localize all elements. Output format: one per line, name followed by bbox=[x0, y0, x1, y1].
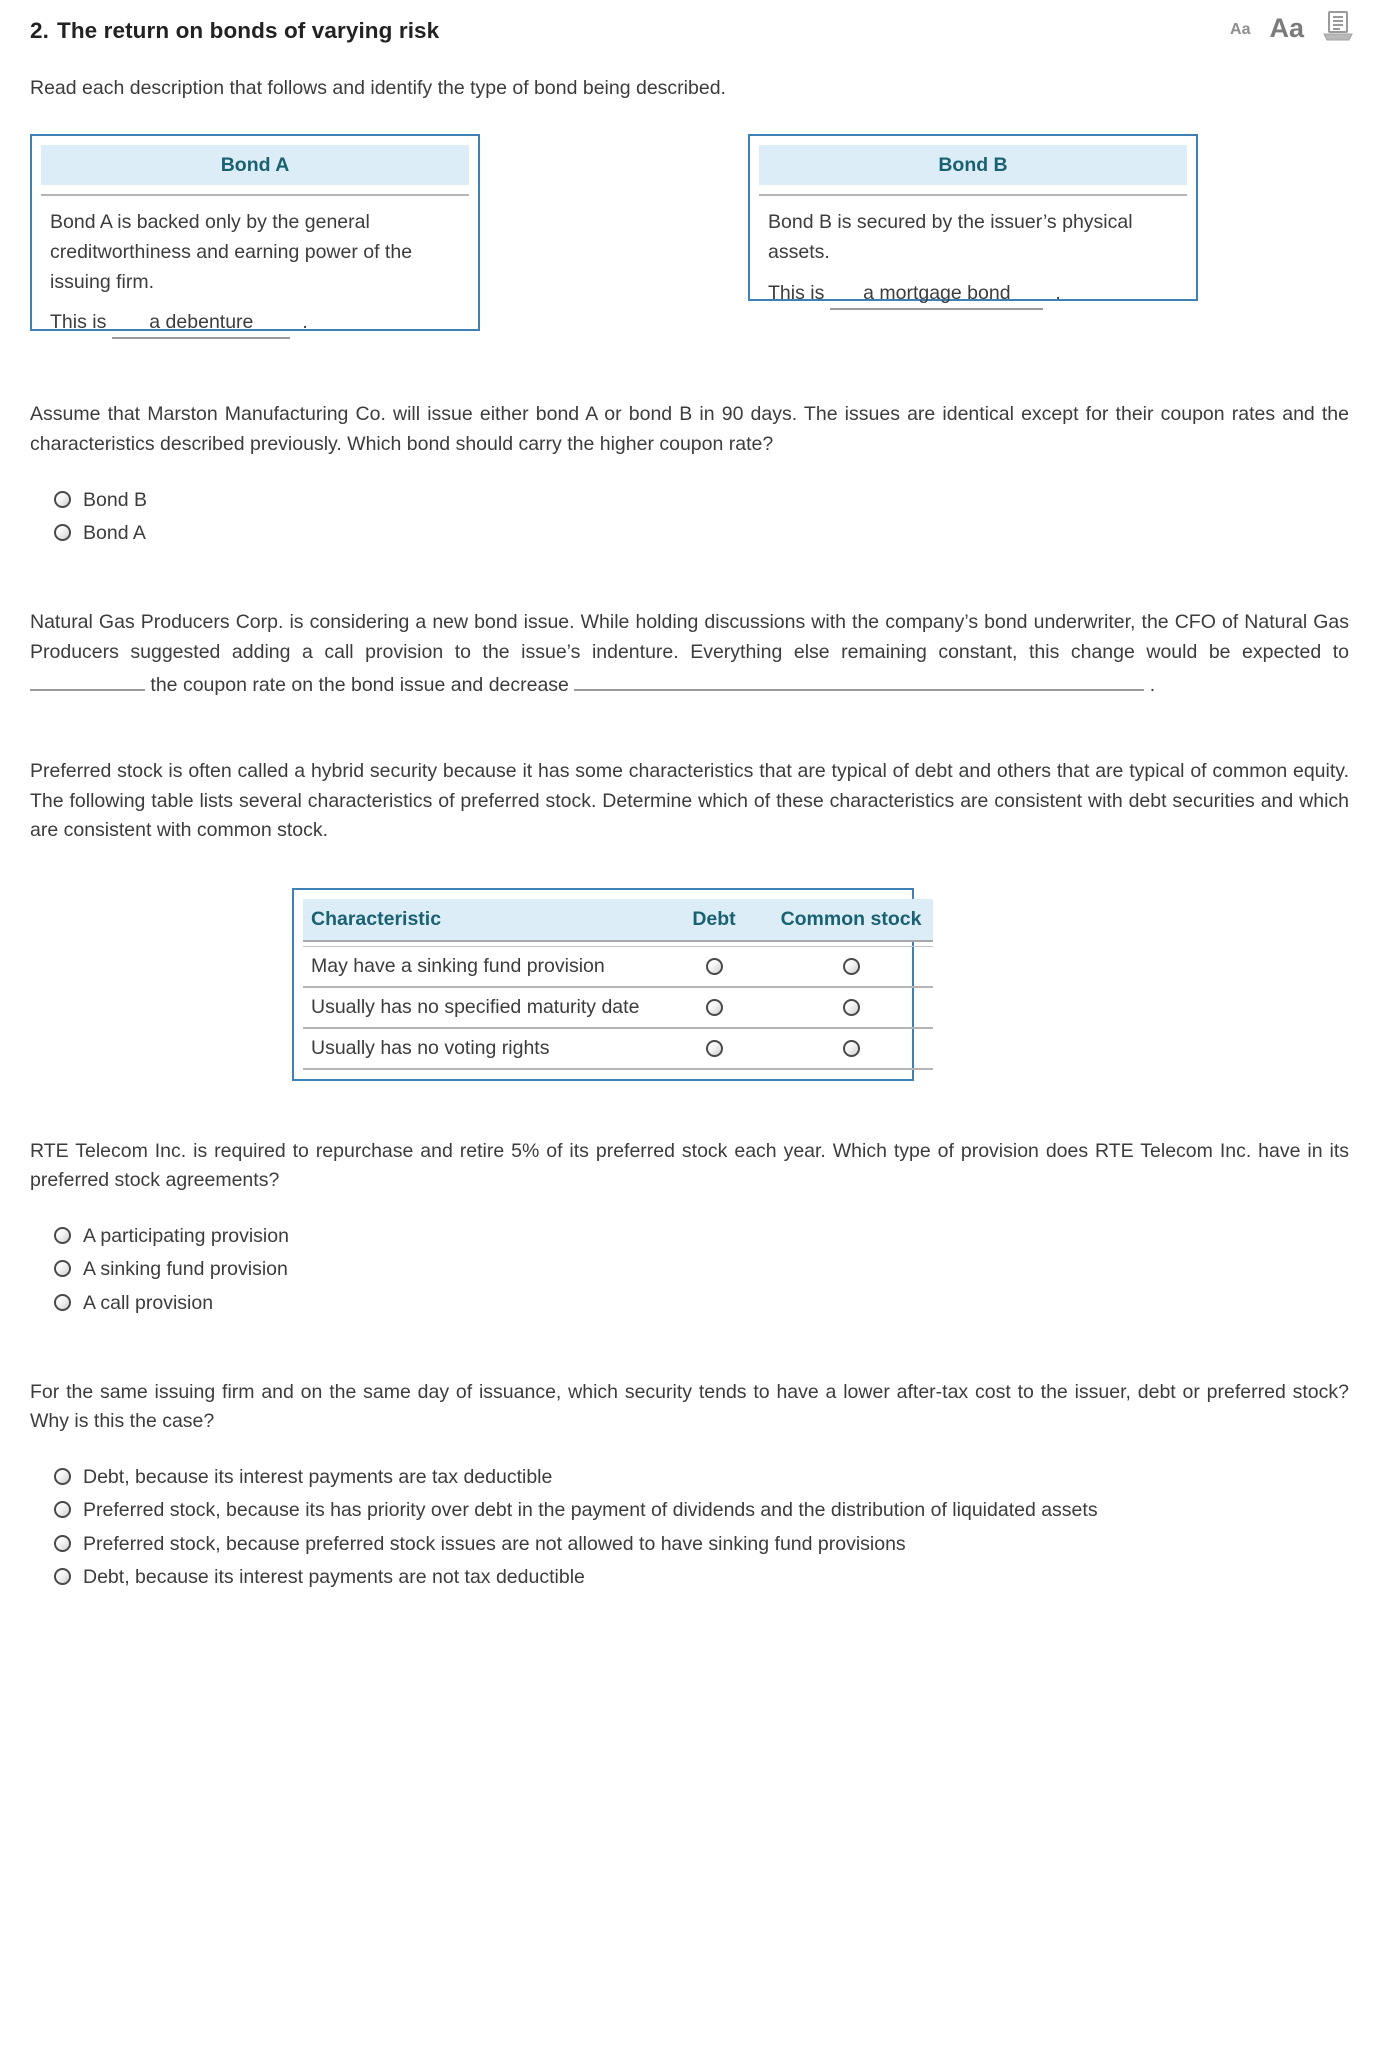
preferred-stock-intro: Preferred stock is often called a hybrid security because it has some characteristics that are typical of debt and others that are typical of common equity. The following table lists several characteristics of preferred stock. Determine which of these characteristics are consistent with debt securities and which are consistent with common stock. bbox=[30, 759, 1349, 842]
column-header-debt: Debt bbox=[659, 899, 769, 941]
call-provision-text-part2: the coupon rate on the bond issue and bbox=[150, 674, 484, 697]
coupon-question-options bbox=[0, 486, 1379, 548]
bond-cards-row bbox=[0, 134, 1379, 344]
after-tax-option-label-0: Debt, because its interest payments are tax deductible bbox=[83, 1466, 553, 1489]
characteristic-label-1: Usually has no specified maturity date bbox=[303, 987, 659, 1028]
column-header-characteristic: Characteristic bbox=[303, 899, 659, 941]
after-tax-option-1[interactable] bbox=[30, 1496, 1349, 1524]
debt-radio-cell-2[interactable] bbox=[659, 1028, 769, 1069]
radio-icon[interactable] bbox=[54, 524, 71, 541]
radio-icon[interactable] bbox=[54, 1535, 71, 1552]
rte-option-1[interactable] bbox=[30, 1255, 1349, 1283]
rte-option-0[interactable] bbox=[30, 1222, 1349, 1250]
bond-a-heading: Bond A bbox=[41, 145, 469, 185]
after-tax-question-options bbox=[0, 1463, 1379, 1591]
after-tax-option-0[interactable] bbox=[30, 1463, 1349, 1491]
bond-b-answer-prefix: This is bbox=[768, 281, 825, 304]
coupon-option-0[interactable] bbox=[30, 486, 1349, 514]
bond-card-a bbox=[30, 134, 480, 334]
common-stock-radio-cell-2[interactable] bbox=[769, 1028, 933, 1069]
characteristics-table-wrapper bbox=[0, 888, 1379, 1081]
after-tax-option-label-3: Debt, because its interest payments are not tax deductible bbox=[83, 1565, 585, 1588]
call-provision-text-part3: decrease bbox=[488, 674, 569, 697]
rte-question-prompt: RTE Telecom Inc. is required to repurchase and retire 5% of its preferred stock each year. Which type of provision does RTE Telecom Inc. have in its preferred stock agreements? bbox=[30, 1139, 1349, 1192]
call-provision-text-part1: Natural Gas Producers Corp. is considering a new bond issue. While holding discussions with the company’s bond underwriter, the CFO of Natural Gas Producers suggested adding a call provision to the issue’s indenture. Everything else remaining constant, this change would be expected to bbox=[30, 611, 1349, 663]
radio-icon[interactable] bbox=[706, 1040, 723, 1057]
after-tax-question-prompt: For the same issuing firm and on the same day of issuance, which security tends to have a lower after-tax cost to the issuer, debt or preferred stock? Why is this the case? bbox=[30, 1380, 1349, 1433]
rte-option-label-2: A call provision bbox=[83, 1291, 214, 1314]
rte-option-label-1: A sinking fund provision bbox=[83, 1258, 288, 1281]
radio-icon[interactable] bbox=[54, 1227, 71, 1244]
radio-icon[interactable] bbox=[843, 999, 860, 1016]
rte-option-2[interactable] bbox=[30, 1289, 1349, 1317]
debt-radio-cell-1[interactable] bbox=[659, 987, 769, 1028]
question-number: 2. bbox=[30, 18, 49, 43]
decrease-font-size-icon[interactable]: Aa bbox=[1230, 21, 1251, 38]
column-header-common-stock: Common stock bbox=[769, 899, 933, 941]
after-tax-option-3[interactable] bbox=[30, 1563, 1349, 1591]
spacer bbox=[0, 552, 1379, 608]
rte-option-label-0: A participating provision bbox=[83, 1225, 289, 1248]
common-stock-radio-cell-0[interactable] bbox=[769, 946, 933, 987]
radio-icon[interactable] bbox=[706, 999, 723, 1016]
radio-icon[interactable] bbox=[54, 1501, 71, 1518]
intro-instruction: Read each description that follows and identify the type of bond being described. bbox=[30, 77, 726, 99]
coupon-option-label-1: Bond A bbox=[83, 521, 146, 544]
print-icon[interactable] bbox=[1323, 10, 1353, 42]
coupon-option-label-0: Bond B bbox=[83, 488, 147, 511]
table-header-row bbox=[303, 899, 933, 941]
radio-icon[interactable] bbox=[54, 1294, 71, 1311]
radio-icon[interactable] bbox=[706, 958, 723, 975]
radio-icon[interactable] bbox=[843, 1040, 860, 1057]
call-provision-blank-1[interactable] bbox=[30, 667, 145, 691]
common-stock-radio-cell-1[interactable] bbox=[769, 987, 933, 1028]
question-title-text: The return on bonds of varying risk bbox=[56, 18, 440, 43]
bond-a-answer-line bbox=[32, 297, 478, 339]
bond-b-heading: Bond B bbox=[759, 145, 1187, 185]
radio-icon[interactable] bbox=[843, 958, 860, 975]
bond-b-description: Bond B is secured by the issuer’s physical assets. bbox=[768, 211, 1133, 263]
table-row bbox=[303, 946, 933, 987]
bond-card-b bbox=[748, 134, 1198, 304]
coupon-question-prompt: Assume that Marston Manufacturing Co. will issue either bond A or bond B in 90 days. The issues are identical except for their coupon rates and the characteristics described previously. Which bond should carry the higher coupon rate? bbox=[30, 403, 1349, 455]
after-tax-option-label-2: Preferred stock, because preferred stock issues are not allowed to have sinking fund provisions bbox=[83, 1532, 906, 1555]
radio-icon[interactable] bbox=[54, 1568, 71, 1585]
debt-radio-cell-0[interactable] bbox=[659, 946, 769, 987]
header-tools bbox=[1230, 10, 1353, 42]
after-tax-option-2[interactable] bbox=[30, 1530, 1349, 1558]
spacer bbox=[0, 1596, 1379, 1636]
bond-a-answer-prefix: This is bbox=[50, 311, 107, 334]
bond-b-answer-suffix: . bbox=[1055, 281, 1061, 304]
table-row bbox=[303, 1028, 933, 1069]
bond-b-answer-line bbox=[750, 268, 1196, 310]
characteristic-label-0: May have a sinking fund provision bbox=[303, 946, 659, 987]
call-provision-text-part4: . bbox=[1149, 674, 1156, 697]
radio-icon[interactable] bbox=[54, 491, 71, 508]
increase-font-size-icon[interactable]: Aa bbox=[1269, 13, 1304, 43]
page-title bbox=[30, 18, 439, 44]
table-row bbox=[303, 987, 933, 1028]
characteristics-table bbox=[292, 888, 922, 1081]
radio-icon[interactable] bbox=[54, 1468, 71, 1485]
coupon-option-1[interactable] bbox=[30, 519, 1349, 547]
spacer bbox=[0, 701, 1379, 757]
radio-icon[interactable] bbox=[54, 1260, 71, 1277]
bond-a-answer-suffix: . bbox=[302, 311, 308, 334]
spacer bbox=[0, 1322, 1379, 1378]
bond-a-description: Bond A is backed only by the general creditworthiness and earning power of the issuing firm. bbox=[50, 211, 413, 293]
rte-question-options bbox=[0, 1222, 1379, 1317]
characteristic-label-2: Usually has no voting rights bbox=[303, 1028, 659, 1069]
bond-a-answer-dropdown[interactable]: a debenture bbox=[112, 309, 290, 339]
call-provision-blank-2[interactable] bbox=[574, 667, 1144, 691]
spacer bbox=[0, 1081, 1379, 1137]
call-provision-paragraph bbox=[0, 608, 1379, 701]
bond-b-answer-dropdown[interactable]: a mortgage bond bbox=[830, 280, 1043, 310]
spacer bbox=[0, 344, 1379, 400]
after-tax-option-label-1: Preferred stock, because its has priority over debt in the payment of dividends and the distribution of liquidated assets bbox=[83, 1499, 1098, 1522]
question-header bbox=[0, 0, 1379, 52]
